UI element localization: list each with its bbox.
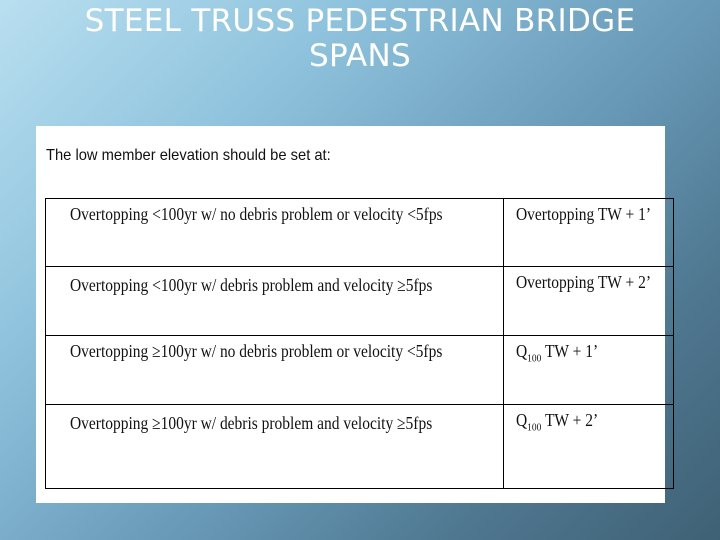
elevation-cell	[504, 199, 674, 267]
slide-title-line-1: STEEL TRUSS PEDESTRIAN BRIDGE	[84, 3, 636, 39]
table-row	[46, 336, 674, 405]
elevation-text: Overtopping TW + 2’	[516, 272, 652, 292]
table-row	[46, 199, 674, 267]
elevation-text: Overtopping TW + 1’	[516, 204, 652, 224]
condition-text: Overtopping ≥100yr w/ debris problem and velocity ≥5fps	[70, 413, 433, 433]
table-row	[46, 405, 674, 489]
condition-text: Overtopping <100yr w/ debris problem and velocity ≥5fps	[70, 275, 433, 295]
document-intro: The low member elevation should be set at:	[46, 147, 331, 164]
elevation-cell	[504, 267, 674, 336]
document-excerpt	[36, 126, 665, 503]
condition-cell	[46, 405, 504, 489]
elevation-text: TW + 2’	[541, 410, 599, 430]
elevation-prefix: Q	[516, 341, 528, 361]
elevation-criteria-table	[45, 198, 674, 489]
elevation-cell	[504, 405, 674, 489]
slide-title	[0, 4, 720, 74]
condition-cell	[46, 336, 504, 405]
condition-text: Overtopping ≥100yr w/ no debris problem or velocity <5fps	[70, 341, 443, 361]
condition-cell	[46, 267, 504, 336]
table-row	[46, 267, 674, 336]
condition-text: Overtopping <100yr w/ no debris problem or velocity <5fps	[70, 204, 443, 224]
elevation-text: TW + 1’	[541, 341, 599, 361]
elevation-subscript: 100	[527, 421, 542, 434]
slide-title-line-2: SPANS	[309, 38, 411, 74]
elevation-prefix: Q	[516, 410, 528, 430]
condition-cell	[46, 199, 504, 267]
elevation-subscript: 100	[527, 352, 542, 365]
elevation-cell	[504, 336, 674, 405]
